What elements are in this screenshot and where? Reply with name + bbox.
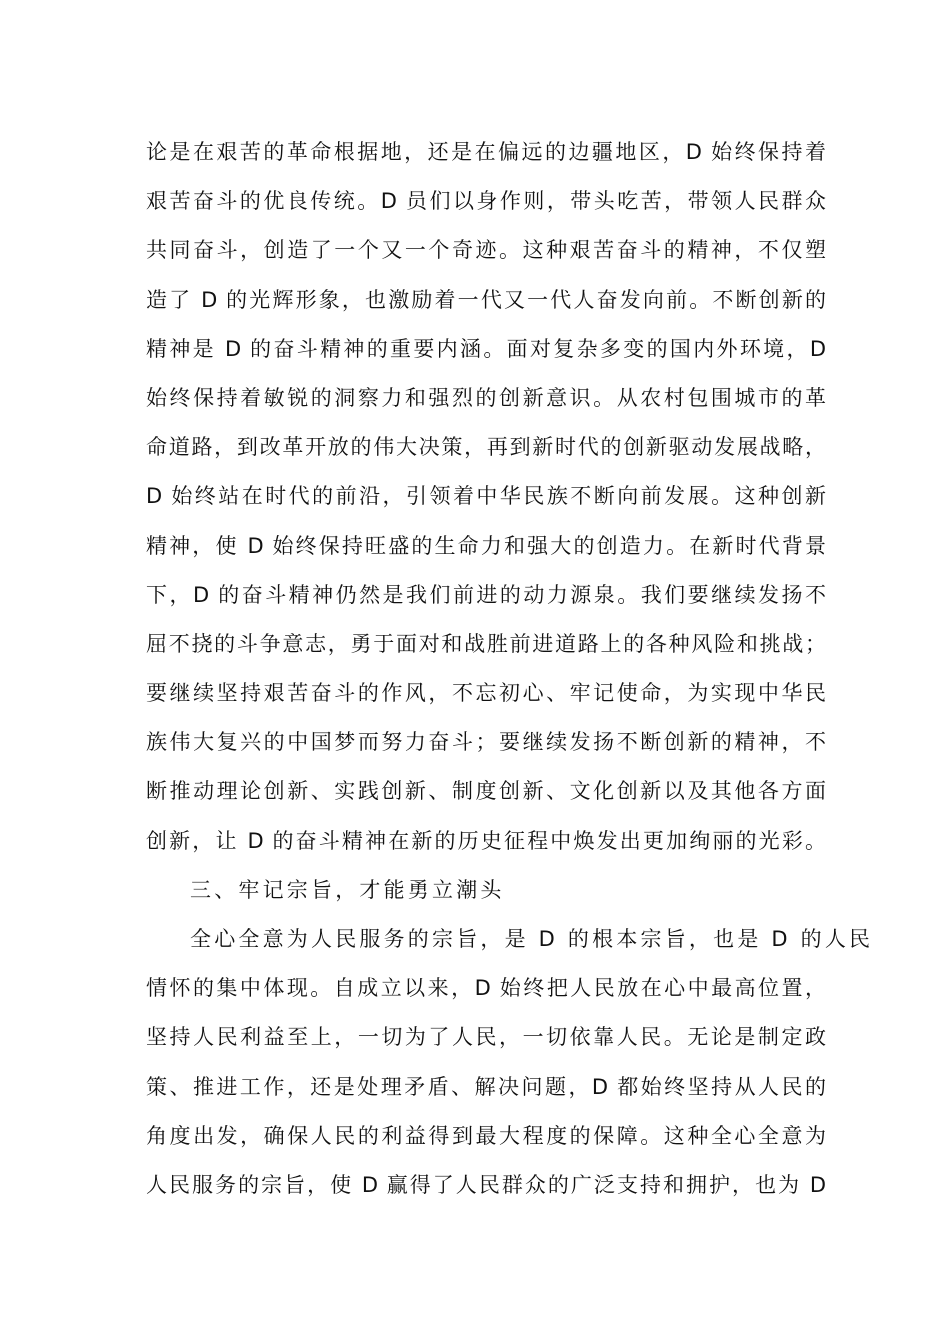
text-line: 人民服务的宗旨，使 D 赢得了人民群众的广泛支持和拥护，也为 D	[146, 1172, 826, 1197]
text-line: 造了 D 的光辉形象，也激励着一代又一代人奋发向前。不断创新的	[146, 287, 826, 312]
text-line: 精神，使 D 始终保持旺盛的生命力和强大的创造力。在新时代背景	[146, 533, 826, 558]
text-line: 共同奋斗，创造了一个又一个奇迹。这种艰苦奋斗的精神，不仅塑	[146, 238, 826, 263]
text-line: 创新，让 D 的奋斗精神在新的历史征程中焕发出更加绚丽的光彩。	[146, 828, 826, 853]
text-line: 坚持人民利益至上，一切为了人民，一切依靠人民。无论是制定政	[146, 1025, 826, 1050]
text-line: D 始终站在时代的前沿，引领着中华民族不断向前发展。这种创新	[146, 484, 826, 509]
text-line: 情怀的集中体现。自成立以来，D 始终把人民放在心中最高位置，	[146, 976, 826, 1001]
text-line: 策、推进工作，还是处理矛盾、解决问题，D 都始终坚持从人民的	[146, 1074, 826, 1099]
text-line: 族伟大复兴的中国梦而努力奋斗；要继续发扬不断创新的精神，不	[146, 730, 826, 755]
text-line: 下，D 的奋斗精神仍然是我们前进的动力源泉。我们要继续发扬不	[146, 582, 826, 607]
text-line: 论是在艰苦的革命根据地，还是在偏远的边疆地区，D 始终保持着	[146, 140, 826, 164]
text-line: 精神是 D 的奋斗精神的重要内涵。面对复杂多变的国内外环境，D	[146, 336, 826, 361]
text-line: 要继续坚持艰苦奋斗的作风，不忘初心、牢记使命，为实现中华民	[146, 681, 826, 706]
text-line: 始终保持着敏锐的洞察力和强烈的创新意识。从农村包围城市的革	[146, 385, 826, 410]
section-heading: 三、牢记宗旨，才能勇立潮头	[190, 877, 505, 902]
text-line: 命道路，到改革开放的伟大决策，再到新时代的创新驱动发展战略，	[146, 435, 826, 460]
text-line: 角度出发，确保人民的利益得到最大程度的保障。这种全心全意为	[146, 1123, 826, 1148]
text-line: 断推动理论创新、实践创新、制度创新、文化创新以及其他各方面	[146, 779, 826, 804]
body-text	[146, 128, 874, 1210]
text-line: 屈不挠的斗争意志，勇于面对和战胜前进道路上的各种风险和挑战；	[146, 631, 826, 656]
text-line: 全心全意为人民服务的宗旨，是 D 的根本宗旨，也是 D 的人民	[190, 927, 874, 951]
text-line: 艰苦奋斗的优良传统。D 员们以身作则，带头吃苦，带领人民群众	[146, 189, 826, 214]
